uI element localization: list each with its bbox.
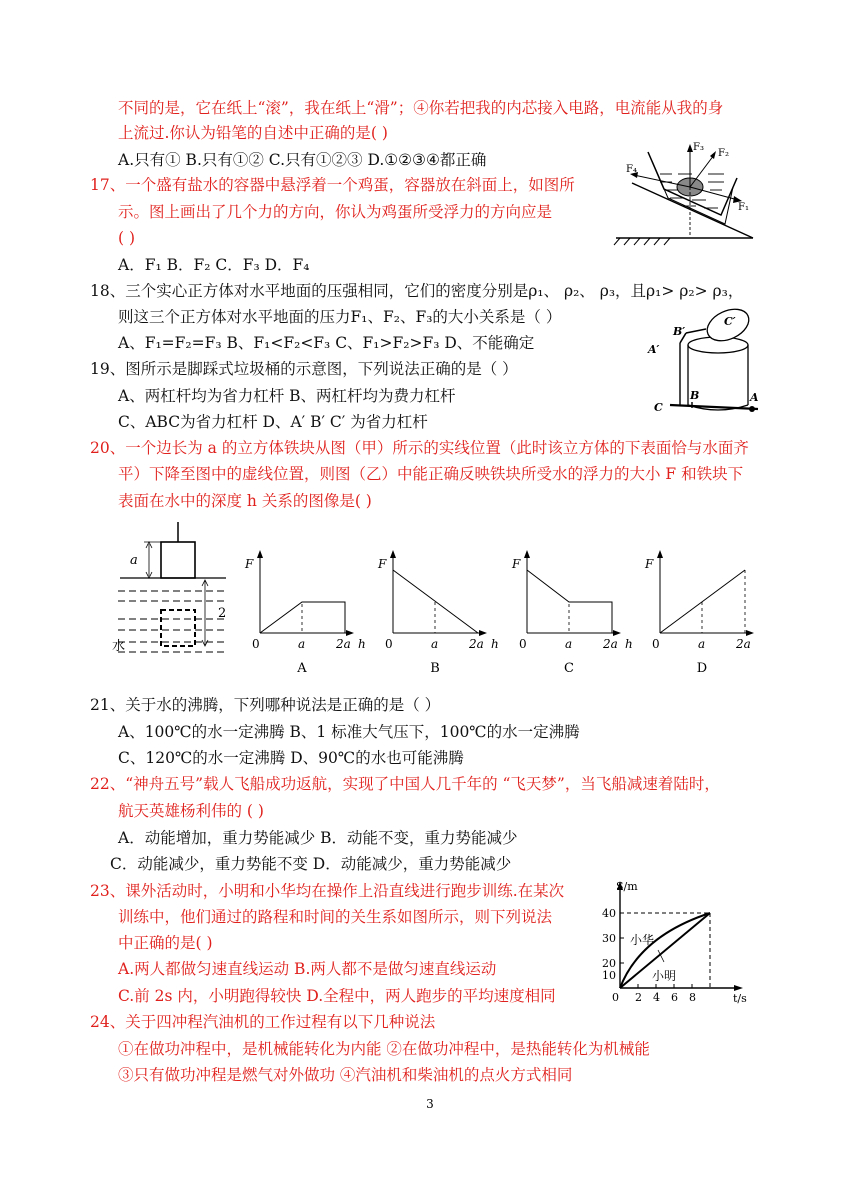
ytick-20: 20: [602, 957, 616, 970]
figure-trash-can: [640, 305, 770, 417]
label-water: 水: [112, 639, 126, 654]
text-line: 平）下降至图中的虚线位置，则图（乙）中能正确反映铁块所受水的浮力的大小 F 和铁块下: [118, 465, 744, 483]
axis-t: t/s: [733, 992, 747, 1005]
figure-cube-water: [108, 520, 238, 660]
graph-label: B: [430, 661, 440, 676]
options-21: A、100℃的水一定沸腾 B、1 标准大气压下，100℃的水一定沸腾: [118, 723, 580, 741]
options-21: C、120℃的水一定沸腾 D、90℃的水也可能沸腾: [118, 749, 464, 767]
graph-c: [511, 550, 633, 676]
options-18: A、F₁=F₂=F₃ B、F₁<F₂<F₃ C、F₁>F₂>F₃ D、不能确定: [118, 334, 535, 352]
question-21: 21、关于水的沸腾，下列哪种说法是正确的是（ ）: [90, 696, 441, 714]
label-2: 2: [218, 606, 227, 621]
origin: 0: [252, 637, 260, 651]
options-19: A、两杠杆均为省力杠杆 B、两杠杆均为费力杠杆: [118, 387, 456, 405]
figure-graphs-f-h: [240, 548, 780, 678]
label-a-prime: A′: [648, 343, 660, 356]
text-line: ①在做功冲程中，是机械能转化为内能 ②在做功冲程中，是热能转化为机械能: [118, 1040, 650, 1058]
figure-egg-incline: [612, 138, 757, 250]
axis-f: F: [245, 557, 254, 571]
origin: 0: [385, 637, 393, 651]
label-f4: F₄: [626, 164, 637, 175]
graph-label: D: [696, 661, 708, 676]
options-23: A.两人都做匀速直线运动 B.两人都不是做匀速直线运动: [118, 960, 497, 978]
axis-f: F: [645, 557, 654, 571]
ytick-10: 10: [602, 969, 616, 982]
text-line: 中正确的是( ): [118, 934, 213, 952]
label-f3: F₃: [693, 142, 704, 153]
options-19: C、ABC为省力杠杆 D、A′ B′ C′ 为省力杠杆: [118, 413, 428, 431]
tick-2a: 2a: [736, 637, 751, 651]
tick-a: a: [565, 637, 573, 651]
tick-a: a: [298, 637, 306, 651]
origin: 0: [652, 637, 660, 651]
xtick-6: 6: [671, 991, 678, 1004]
axis-f: F: [512, 557, 521, 571]
options-23: C.前 2s 内，小明跑得较快 D.全程中，两人跑步的平均速度相同: [118, 987, 556, 1005]
graph-a: [244, 550, 366, 676]
label-b-prime: B′: [673, 325, 686, 338]
question-19: 19、图所示是脚踩式垃圾桶的示意图，下列说法正确的是（ ）: [90, 360, 518, 378]
text-line: 航天英雄杨利伟的 ( ): [118, 802, 264, 820]
question-20: 20、一个边长为 a 的立方体铁块从图（甲）所示的实线位置（此时该立方体的下表面恰与水面齐: [90, 439, 749, 457]
label-f1: F₁: [738, 202, 749, 213]
label-c: C: [654, 401, 663, 414]
options-17: A．F₁ B．F₂ C．F₃ D．F₄: [118, 256, 310, 274]
question-24: 24、关于四冲程汽油机的工作过程有以下几种说法: [90, 1013, 436, 1031]
label-a: a: [130, 553, 138, 568]
text-line: 表面在水中的深度 h 关系的图像是( ): [118, 492, 372, 510]
ytick-30: 30: [602, 932, 616, 945]
text-line: 训练中，他们通过的路程和时间的关生系如图所示，则下列说法: [118, 908, 553, 926]
options-22: A．动能增加，重力势能减少 B．动能不变，重力势能减少: [118, 829, 518, 847]
question-18: 18、三个实心正方体对水平地面的压强相同，它们的密度分别是ρ₁、 ρ₂、 ρ₃，且ρ₁> ρ₂> ρ₃，: [90, 282, 744, 300]
page-number: 3: [426, 1097, 434, 1111]
label-a: A: [750, 391, 759, 404]
graph-b: [377, 550, 499, 676]
text-line: A.只有① B.只有①② C.只有①②③ D.①②③④都正确: [118, 151, 487, 169]
options-22: C．动能减少，重力势能不变 D．动能减少，重力势能减少: [110, 855, 512, 873]
tick-a: a: [698, 637, 706, 651]
graph-d: [644, 550, 754, 676]
graph-label: C: [564, 661, 574, 676]
text-line: 上流过.你认为铅笔的自述中正确的是( ): [118, 124, 388, 142]
tick-a: a: [431, 637, 439, 651]
ytick-40: 40: [602, 907, 616, 920]
text-line: ③只有做功冲程是燃气对外做功 ④汽油机和柴油机的点火方式相同: [118, 1066, 573, 1084]
xtick-0: 0: [612, 991, 619, 1004]
label-b: B: [690, 389, 700, 402]
text-line: 示。图上画出了几个力的方向，你认为鸡蛋所受浮力的方向应是: [118, 203, 553, 221]
text-line: ( ): [118, 229, 136, 247]
question-23: 23、课外活动时，小明和小华均在操作上沿直线进行跑步训练.在某次: [90, 882, 565, 900]
xtick-8: 8: [689, 991, 696, 1004]
axis-h: h: [491, 637, 499, 651]
tick-2a: 2a: [603, 637, 618, 651]
series-xiaohua: 小华: [630, 933, 655, 947]
label-f2: F₂: [718, 148, 729, 159]
label-c-prime: C′: [724, 315, 736, 328]
axis-h: h: [625, 637, 633, 651]
xtick-4: 4: [653, 991, 660, 1004]
axis-f: F: [378, 557, 387, 571]
question-22: 22、“神舟五号”载人飞船成功返航，实现了中国人几千年的 “飞天梦”，当飞船减速着陆时，: [90, 775, 720, 793]
figure-distance-time: [590, 876, 760, 1006]
tick-2a: 2a: [469, 637, 484, 651]
origin: 0: [519, 637, 527, 651]
tick-2a: 2a: [336, 637, 351, 651]
axis-s: S/m: [616, 880, 638, 893]
series-xiaoming: 小明: [652, 969, 677, 983]
text-line: 不同的是，它在纸上“滚”，我在纸上“滑”；④你若把我的内芯接入电路，电流能从我的身: [118, 99, 724, 117]
question-17: 17、一个盛有盐水的容器中悬浮着一个鸡蛋，容器放在斜面上，如图所: [90, 176, 575, 194]
graph-label: A: [297, 661, 307, 676]
xtick-2: 2: [635, 991, 642, 1004]
axis-h: h: [358, 637, 366, 651]
text-line: 则这三个正方体对水平地面的压力F₁、F₂、F₃的大小关系是（ ）: [118, 308, 562, 326]
